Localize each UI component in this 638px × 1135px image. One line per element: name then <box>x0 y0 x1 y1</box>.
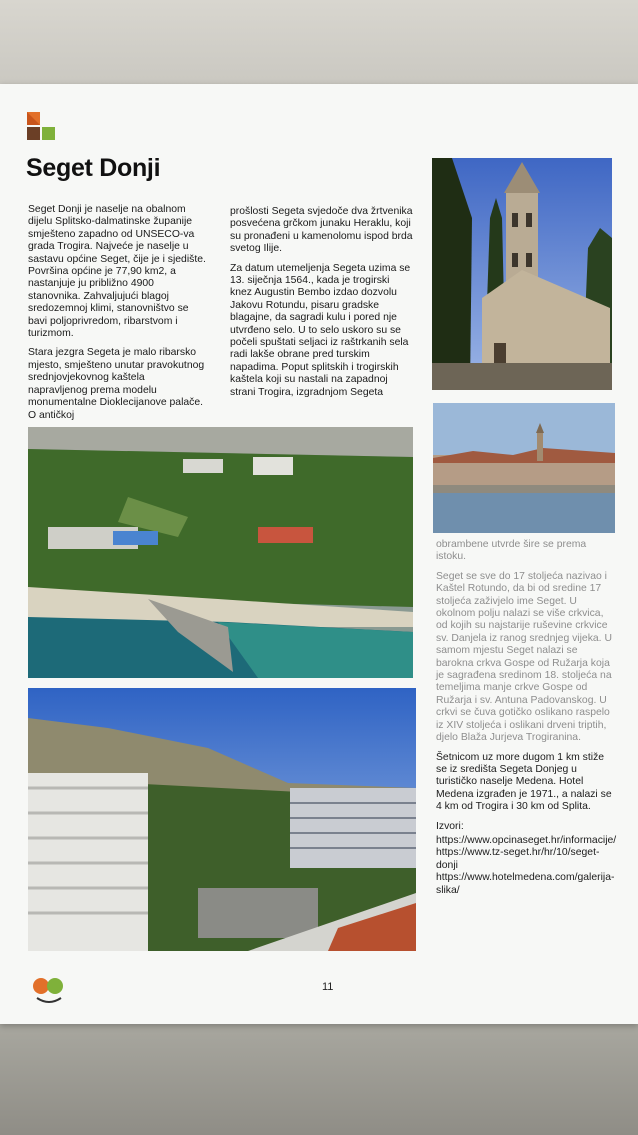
sources-label: Izvori: <box>436 820 464 832</box>
source-link[interactable]: https://www.hotelmedena.com/galerija-slika/ <box>436 872 615 896</box>
background-top <box>0 0 638 92</box>
footer-logo <box>31 972 71 1006</box>
source-link[interactable]: https://www.tz-seget.hr/hr/10/seget-donji <box>436 847 600 871</box>
magazine-page <box>0 84 638 1024</box>
paragraph: Seget Donji je naselje na obalnom dijelu Splitsko-dalmatinske županije smješteno zapadno od UNSECO-va grada Trogira. Najveće je naselje u sastavu općine Seget, čije je i sjedište. Površina općine je 77,90 km2, a nastanjuje ju približno 4900 stanovnika. Zahvaljujući blagoj sredozemnoj klimi, stanovništvo se bavi poljoprivredom, ribarstvom i turizmom. <box>28 204 206 340</box>
paragraph: obrambene utvrde šire se prema istoku. <box>436 539 587 563</box>
page-title: Seget Donji <box>26 154 161 182</box>
hotel-medena-photo <box>28 688 416 951</box>
brand-logo <box>27 112 55 140</box>
page-number: 11 <box>322 981 334 993</box>
seget-town-photo <box>433 403 615 533</box>
text-column-3 <box>436 539 616 897</box>
paragraph: Šetnicom uz more dugom 1 km stiže se iz središta Segeta Donjeg u turističko naselje Medena. Hotel Medena izgrađen je 1971., a nalazi se 4 km od Trogira i 30 km od Splita. <box>436 751 612 813</box>
paragraph: Seget se sve do 17 stoljeća nazivao i Kaštel Rotundo, da bi od sredine 17 stoljeća zaživjelo ime Seget. U okolnom polju nalazi se više crkvica, od kojih su najstarije ruševine crkvice sv. Danjela iz ranog srednjeg vijeka. U samom mjestu Seget nalazi se barokna crkva Gospe od Ružarja koja je sagrađena sredinom 18. stoljeća na temeljima manje crkve Gospe od Ružarja i sv. Antuna Padovanskog. U crkvi se čuva gotičko oslikano raspelo iz XIV stoljeća i oslikani drveni triptih, djelo Blaža Jurjeva Trogiranina. <box>436 570 612 744</box>
background-bottom <box>0 1020 638 1135</box>
source-link[interactable]: https://www.opcinaseget.hr/informacije/ <box>436 834 617 846</box>
paragraph: Za datum utemeljenja Segeta uzima se 13. siječnja 1564., kada je trogirski knez Augustin Bembo izdao dozvolu Jakovu Rotundu, pisaru gradske blagajne, da sagradi kulu i pored nje utvrđeno selo. U to selo uskoro su se počeli spuštati seljaci iz raštrkanih sela radi lakše obrane pred turskim napadima. Poput splitskih i trogirskih kaštela koji su nastali na zapadnoj strani Trogira, izgradnjom Segeta <box>230 262 411 398</box>
paragraph: Stara jezgra Segeta je malo ribarsko mjesto, smješteno unutar pravokutnog srednjovjekovnog kaštela napravljenog prema modelu monumentalne Dioklecijanove palače. O antičkoj <box>28 347 205 421</box>
church-photo <box>432 158 612 390</box>
aerial-coast-photo <box>28 427 413 678</box>
paragraph: prošlosti Segeta svjedoče dva žrtvenika posvećena grčkom junaku Heraklu, koji su pronađeni u kamenolomu ispod brda svetog Ilije. <box>230 206 413 255</box>
text-column-1 <box>28 204 206 429</box>
text-column-2 <box>230 206 414 406</box>
